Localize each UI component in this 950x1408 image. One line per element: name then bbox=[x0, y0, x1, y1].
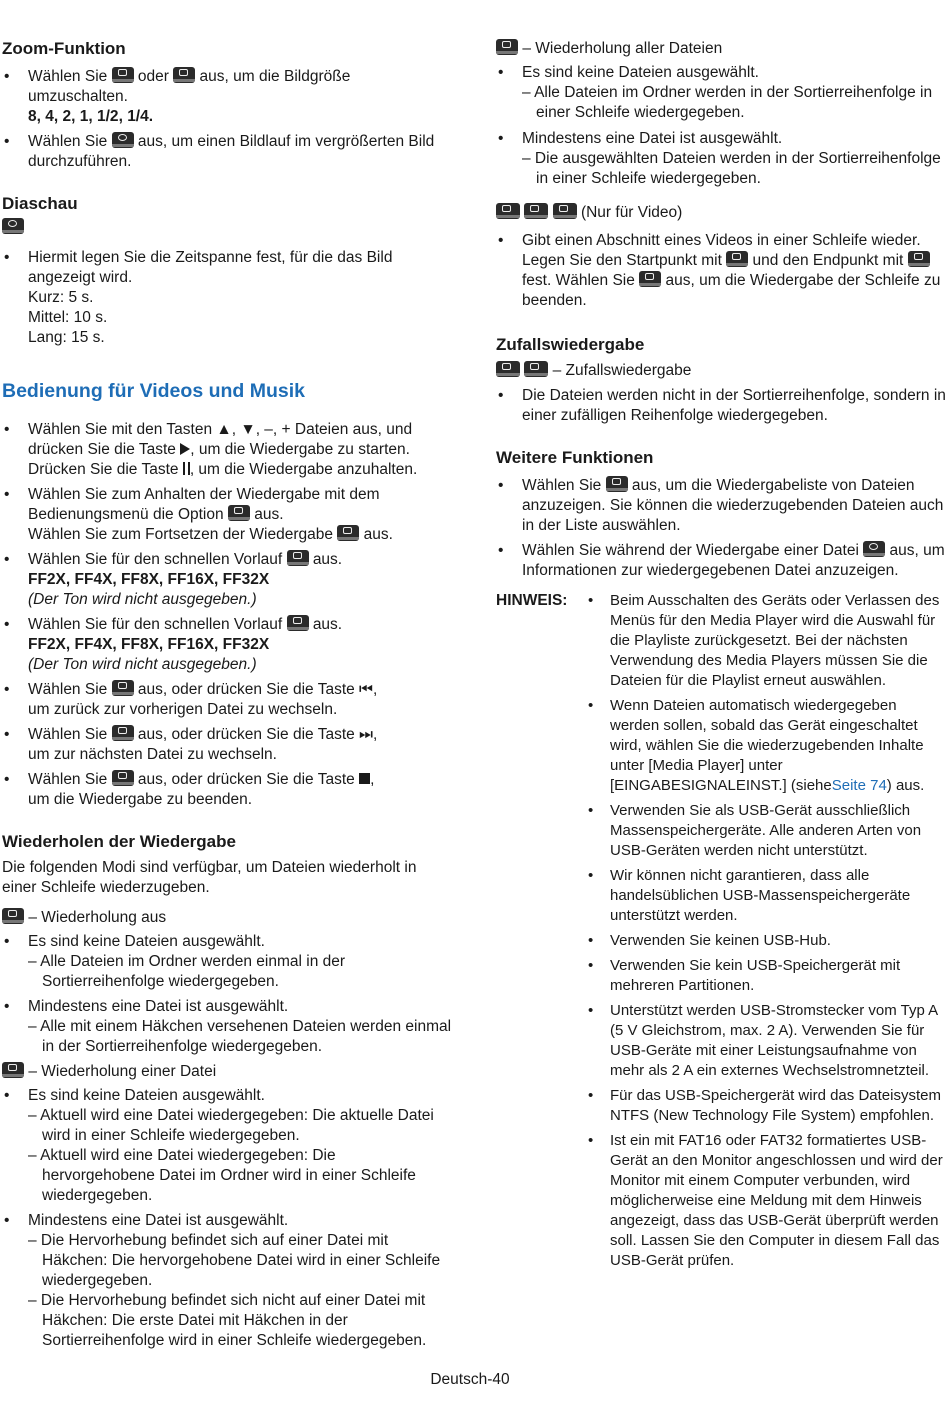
video-bullet-next: • Wählen Sie aus, oder drücken Sie die Taste ⏭, um zur nächsten Datei zu wechseln. bbox=[2, 725, 452, 765]
move-view-icon bbox=[112, 132, 134, 148]
zoom-heading: Zoom-Funktion bbox=[2, 39, 126, 58]
random-label: – Zufallswiedergabe bbox=[496, 361, 946, 381]
ab-repeat-label: (Nur für Video) bbox=[496, 203, 946, 223]
more-bullet-info: • Wählen Sie während der Wiedergabe einer Datei aus, um Informationen zur wiedergegebenen Datei anzuzeigen. bbox=[496, 541, 946, 581]
note-label: HINWEIS: bbox=[496, 592, 568, 609]
random-off-icon bbox=[524, 361, 548, 377]
slideshow-heading: Diaschau bbox=[2, 194, 78, 213]
fast-forward-icon bbox=[287, 550, 309, 566]
note-item: • Unterstützt werden USB-Stromstecker vom Typ A (5 V Gleichstrom, max. 2 A). Verwenden Sie für USB-Geräte mit einer Leistungsaufnahme von mehr als 2 A ein externes Wechselstromnetzteil. bbox=[586, 1001, 946, 1081]
repeat-one-bullet-2: • Mindestens eine Datei ist ausgewählt. – Die Hervorhebung befindet sich auf einer Datei mit Häkchen: Die hervorgehobene Datei wird in einer Schleife wiedergegeben. – Die Hervorhebung befindet sich nicht auf einer Datei mit Häkchen: Die erste Datei mit Häkchen in der Sortierreihenfolge wird in einer Schleife wiedergegeben. bbox=[2, 1211, 452, 1351]
play-icon bbox=[337, 525, 359, 541]
set-b-icon bbox=[908, 251, 930, 267]
repeat-all-icon bbox=[496, 39, 518, 55]
video-bullet-select: • Wählen Sie mit den Tasten ▲, ▼, –, + Dateien aus, und drücken Sie die Taste , um die Wiedergabe zu starten. Drücken Sie die Taste , um die Wiedergabe anzuhalten. bbox=[2, 420, 452, 480]
stop-key-icon bbox=[359, 773, 370, 784]
video-bullet-rew: • Wählen Sie für den schnellen Vorlauf aus. FF2X, FF4X, FF8X, FF16X, FF32X (Der Ton wird nicht ausgegeben.) bbox=[2, 615, 452, 675]
zoom-out-icon bbox=[173, 67, 195, 83]
repeat-off-bullet-2: • Mindestens eine Datei ist ausgewählt. – Alle mit einem Häkchen versehenen Dateien werden einmal in der Sortierreihenfolge wiedergegeben. bbox=[2, 997, 452, 1057]
repeat-all-bullet-1: • Es sind keine Dateien ausgewählt. – Alle Dateien im Ordner werden in der Sortierreihenfolge in einer Schleife wiedergegeben. bbox=[496, 63, 946, 123]
more-bullet-playlist: • Wählen Sie aus, um die Wiedergabeliste von Dateien anzuzeigen. Sie können die wiederzugebenden Dateien auch in der Liste auswählen. bbox=[496, 476, 946, 536]
ab-repeat-bullet: • Gibt einen Abschnitt eines Videos in einer Schleife wieder. Legen Sie den Startpunkt mit und den Endpunkt mit fest. Wählen Sie aus, um die Wiedergabe der Schleife zu beenden. bbox=[496, 231, 946, 311]
page-footer: Deutsch-40 bbox=[430, 1371, 510, 1388]
right-column bbox=[496, 36, 946, 1271]
repeat-heading: Wiederholen der Wiedergabe bbox=[2, 832, 236, 851]
video-bullet-ff: • Wählen Sie für den schnellen Vorlauf aus. FF2X, FF4X, FF8X, FF16X, FF32X (Der Ton wird nicht ausgegeben.) bbox=[2, 550, 452, 610]
note-item: • Beim Ausschalten des Geräts oder Verlassen des Menüs für den Media Player wird die Auswahl für die Playliste zurückgesetzt. Bei der nächsten Verwendung des Media Players müssen Sie die Dateien für die Playlist erneut auswählen. bbox=[586, 591, 946, 691]
zoom-bullet-size: • Wählen Sie oder aus, um die Bildgröße umzuschalten. 8, 4, 2, 1, 1/2, 1/4. bbox=[2, 67, 452, 127]
pause-icon bbox=[228, 505, 250, 521]
page-link[interactable]: Seite 74 bbox=[831, 777, 887, 794]
repeat-all-bullet-2: • Mindestens eine Datei ist ausgewählt. – Die ausgewählten Dateien werden in der Sortierreihenfolge in einer Schleife wiedergegeben. bbox=[496, 129, 946, 189]
random-bullet: • Die Dateien werden nicht in der Sortierreihenfolge, sondern in einer zufälligen Reihenfolge wiedergegeben. bbox=[496, 386, 946, 426]
repeat-none-icon bbox=[2, 908, 24, 924]
note-item: • Verwenden Sie kein USB-Speichergerät mit mehreren Partitionen. bbox=[586, 956, 946, 996]
video-bullet-pause: • Wählen Sie zum Anhalten der Wiedergabe mit dem Bedienungsmenü die Option aus. Wählen Sie zum Fortsetzen der Wiedergabe aus. bbox=[2, 485, 452, 545]
note-list bbox=[586, 591, 946, 1271]
slideshow-bullet: • Hiermit legen Sie die Zeitspanne fest, für die das Bild angezeigt wird. Kurz: 5 s. Mittel: 10 s. Lang: 15 s. bbox=[2, 248, 452, 348]
zoom-in-icon bbox=[112, 67, 134, 83]
set-a-icon bbox=[726, 251, 748, 267]
note-item: • Verwenden Sie als USB-Gerät ausschließlich Massenspeichergeräte. Alle anderen Arten von USB-Geräten werden nicht unterstützt. bbox=[586, 801, 946, 861]
video-music-heading: Bedienung für Videos und Musik bbox=[2, 380, 305, 402]
note-item-auto: • Wenn Dateien automatisch wiedergegeben werden sollen, sobald das Gerät eingeschaltet wird, wählen Sie die wiederzugebenden Inhalte unter [Media Player] unter [EINGABESIGNALEINST.] (sieheSeite 74) aus. bbox=[586, 696, 946, 796]
random-heading: Zufallswiedergabe bbox=[496, 335, 645, 354]
zoom-bullet-scroll: • Wählen Sie aus, um einen Bildlauf im vergrößerten Bild durchzuführen. bbox=[2, 132, 452, 172]
pause-key-icon bbox=[183, 462, 190, 475]
repeat-intro: Die folgenden Modi sind verfügbar, um Dateien wiederholt in einer Schleife wiederzugeben. bbox=[2, 859, 417, 896]
repeat-one-icon bbox=[2, 1062, 24, 1078]
zoom-sizes: 8, 4, 2, 1, 1/2, 1/4. bbox=[28, 108, 154, 125]
repeat-ab-set-a-icon bbox=[524, 203, 548, 219]
previous-icon bbox=[112, 680, 134, 696]
info-icon bbox=[863, 541, 885, 557]
note-item: • Ist ein mit FAT16 oder FAT32 formatiertes USB-Gerät an den Monitor angeschlossen und wird der Monitor mit einem Computer verbunden, wird möglicherweise eine Meldung mit dem Hinweis angezeigt, dass das USB-Gerät überprüft werden soll. Lassen Sie den Computer in diesem Fall das USB-Gerät prüfen. bbox=[586, 1131, 946, 1271]
video-bullet-prev: • Wählen Sie aus, oder drücken Sie die Taste ⏮, um zurück zur vorherigen Datei zu wechseln. bbox=[2, 680, 452, 720]
repeat-one-bullet-1: • Es sind keine Dateien ausgewählt. – Aktuell wird eine Datei wiedergegeben: Die aktuelle Datei wird in einer Schleife wiedergegeben. – Aktuell wird eine Datei wiedergegeben: Die hervorgehobene Datei im Ordner wird in einer Schleife wiedergegeben. bbox=[2, 1086, 452, 1206]
playlist-icon bbox=[606, 476, 628, 492]
play-key-icon bbox=[180, 443, 190, 455]
note-item: • Verwenden Sie keinen USB-Hub. bbox=[586, 931, 946, 951]
repeat-all-label: – Wiederholung aller Dateien bbox=[496, 39, 946, 59]
repeat-ab-set-b-icon bbox=[553, 203, 577, 219]
stop-icon bbox=[112, 770, 134, 786]
note-item: • Wir können nicht garantieren, dass alle handelsüblichen USB-Massenspeichergeräte unterstützt werden. bbox=[586, 866, 946, 926]
ab-none-icon bbox=[639, 271, 661, 287]
note-section bbox=[496, 591, 946, 1271]
slideshow-icon bbox=[2, 218, 24, 234]
repeat-ab-none-icon bbox=[496, 203, 520, 219]
repeat-off-label: – Wiederholung aus bbox=[2, 908, 452, 928]
note-item: • Für das USB-Speichergerät wird das Dateisystem NTFS (New Technology File System) empfohlen. bbox=[586, 1086, 946, 1126]
fast-rewind-icon bbox=[287, 615, 309, 631]
video-bullet-stop: • Wählen Sie aus, oder drücken Sie die Taste , um die Wiedergabe zu beenden. bbox=[2, 770, 452, 810]
more-heading: Weitere Funktionen bbox=[496, 448, 654, 467]
repeat-off-bullet-1: • Es sind keine Dateien ausgewählt. – Alle Dateien im Ordner werden einmal in der Sortierreihenfolge wiedergegeben. bbox=[2, 932, 452, 992]
left-column bbox=[2, 36, 452, 1351]
random-on-icon bbox=[496, 361, 520, 377]
repeat-one-label: – Wiederholung einer Datei bbox=[2, 1062, 452, 1082]
next-icon bbox=[112, 725, 134, 741]
